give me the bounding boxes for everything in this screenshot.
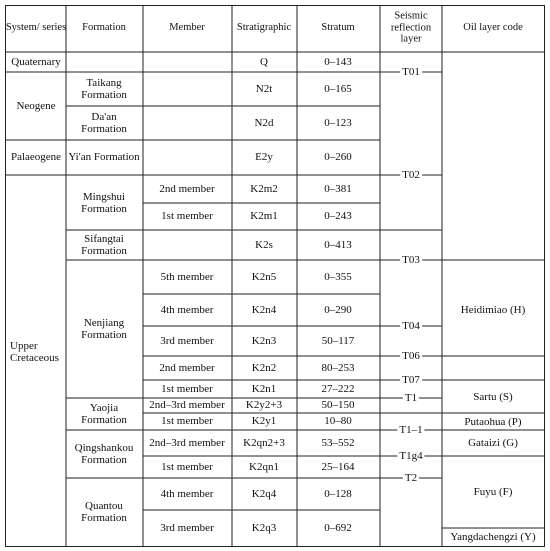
system-quaternary: Quaternary	[11, 55, 61, 68]
stratum-k2n4: 0–290	[324, 303, 352, 316]
seismic-t1g4: T1g4	[399, 449, 423, 462]
seismic-t06: T06	[402, 349, 420, 362]
code-q: Q	[260, 55, 268, 68]
code-k2q3: K2q3	[251, 521, 277, 534]
stratum-k2s: 0–413	[324, 238, 352, 251]
member-quantou-3rd: 3rd member	[160, 521, 214, 534]
member-nenjiang-2nd: 2nd member	[159, 361, 215, 374]
member-nenjiang-5th: 5th member	[160, 270, 214, 283]
header-stratigraphic: Stratigraphic	[236, 22, 292, 34]
system-palaeogene: Palaeogene	[10, 150, 62, 163]
stratum-k2y1: 10–80	[324, 414, 352, 427]
formation-daan: Da'an Formation	[81, 110, 127, 135]
code-k2qn1: K2qn1	[249, 460, 279, 473]
seismic-t04: T04	[402, 319, 420, 332]
member-yaojia-1st: 1st member	[161, 414, 213, 427]
system-neogene: Neogene	[16, 99, 56, 112]
code-k2n5: K2n5	[251, 270, 277, 283]
stratum-n2d: 0–123	[324, 116, 352, 129]
stratum-q: 0–143	[324, 55, 352, 68]
code-e2y: E2y	[255, 150, 273, 163]
stratum-k2q4: 0–128	[324, 487, 352, 500]
code-n2d: N2d	[254, 116, 274, 129]
member-nenjiang-3rd: 3rd member	[160, 334, 214, 347]
code-k2y1: K2y1	[251, 414, 277, 427]
code-k2qn2-3: K2qn2+3	[243, 436, 285, 449]
header-seismic: Seismic reflection layer	[390, 10, 432, 45]
formation-taikang: Taikang Formation	[81, 76, 127, 101]
stratum-e2y: 0–260	[324, 150, 352, 163]
header-oil-layer-code: Oil layer code	[463, 22, 523, 34]
formation-yaojia: Yaojia Formation	[81, 401, 127, 426]
stratum-k2m2: 0–381	[324, 182, 352, 195]
member-qingshankou-2nd-3rd: 2nd–3rd member	[149, 436, 225, 449]
member-quantou-4th: 4th member	[160, 487, 214, 500]
header-stratum: Stratum	[321, 22, 355, 34]
stratum-n2t: 0–165	[324, 82, 352, 95]
oil-sartu: Sartu (S)	[473, 390, 513, 403]
stratum-k2m1: 0–243	[324, 209, 352, 222]
system-upper-cretaceous: Upper Cretaceous	[10, 339, 59, 364]
member-nenjiang-4th: 4th member	[160, 303, 214, 316]
seismic-t02: T02	[402, 168, 420, 181]
oil-gataizi: Gataizi (G)	[468, 436, 518, 449]
seismic-t03: T03	[402, 253, 420, 266]
member-mingshui-2nd: 2nd member	[159, 182, 215, 195]
code-k2n1: K2n1	[251, 382, 277, 395]
stratum-k2qn2-3: 53–552	[321, 436, 355, 449]
formation-yian: Yi'an Formation	[68, 150, 140, 163]
stratum-k2y2-3: 50–150	[321, 398, 355, 411]
seismic-t2: T2	[404, 471, 418, 484]
seismic-t01: T01	[402, 65, 420, 78]
oil-putaohua: Putaohua (P)	[464, 415, 522, 428]
stratum-k2n3: 50–117	[321, 334, 355, 347]
code-n2t: N2t	[255, 82, 273, 95]
seismic-t07: T07	[402, 373, 420, 386]
oil-yangdachengzi: Yangdachengzi (Y)	[450, 530, 536, 543]
code-k2y2-3: K2y2+3	[245, 398, 283, 411]
formation-nenjiang: Nenjiang Formation	[81, 316, 127, 341]
code-k2s: K2s	[255, 238, 273, 251]
header-system: System/ series	[5, 22, 67, 34]
member-qingshankou-1st: 1st member	[161, 460, 213, 473]
formation-quantou: Quantou Formation	[81, 499, 127, 524]
member-yaojia-2nd-3rd: 2nd–3rd member	[149, 398, 225, 411]
code-k2q4: K2q4	[251, 487, 277, 500]
seismic-t1: T1	[404, 391, 418, 404]
formation-sifangtai: Sifangtai Formation	[81, 232, 127, 257]
stratum-k2n2: 80–253	[321, 361, 355, 374]
header-member: Member	[169, 22, 205, 34]
stratum-k2q3: 0–692	[324, 521, 352, 534]
code-k2n2: K2n2	[251, 361, 277, 374]
stratum-k2n5: 0–355	[324, 270, 352, 283]
oil-heidimiao: Heidimiao (H)	[460, 303, 526, 316]
code-k2m1: K2m1	[250, 209, 278, 222]
code-k2n4: K2n4	[251, 303, 277, 316]
stratum-k2n1: 27–222	[321, 382, 355, 395]
seismic-t1-1: T1–1	[399, 423, 423, 436]
header-formation: Formation	[82, 22, 126, 34]
code-k2n3: K2n3	[251, 334, 277, 347]
stratum-k2qn1: 25–164	[321, 460, 355, 473]
oil-fuyu: Fuyu (F)	[473, 485, 513, 498]
formation-mingshui: Mingshui Formation	[81, 190, 127, 215]
member-mingshui-1st: 1st member	[161, 209, 213, 222]
formation-qingshankou: Qingshankou Formation	[74, 441, 134, 466]
code-k2m2: K2m2	[250, 182, 278, 195]
member-nenjiang-1st: 1st member	[161, 382, 213, 395]
